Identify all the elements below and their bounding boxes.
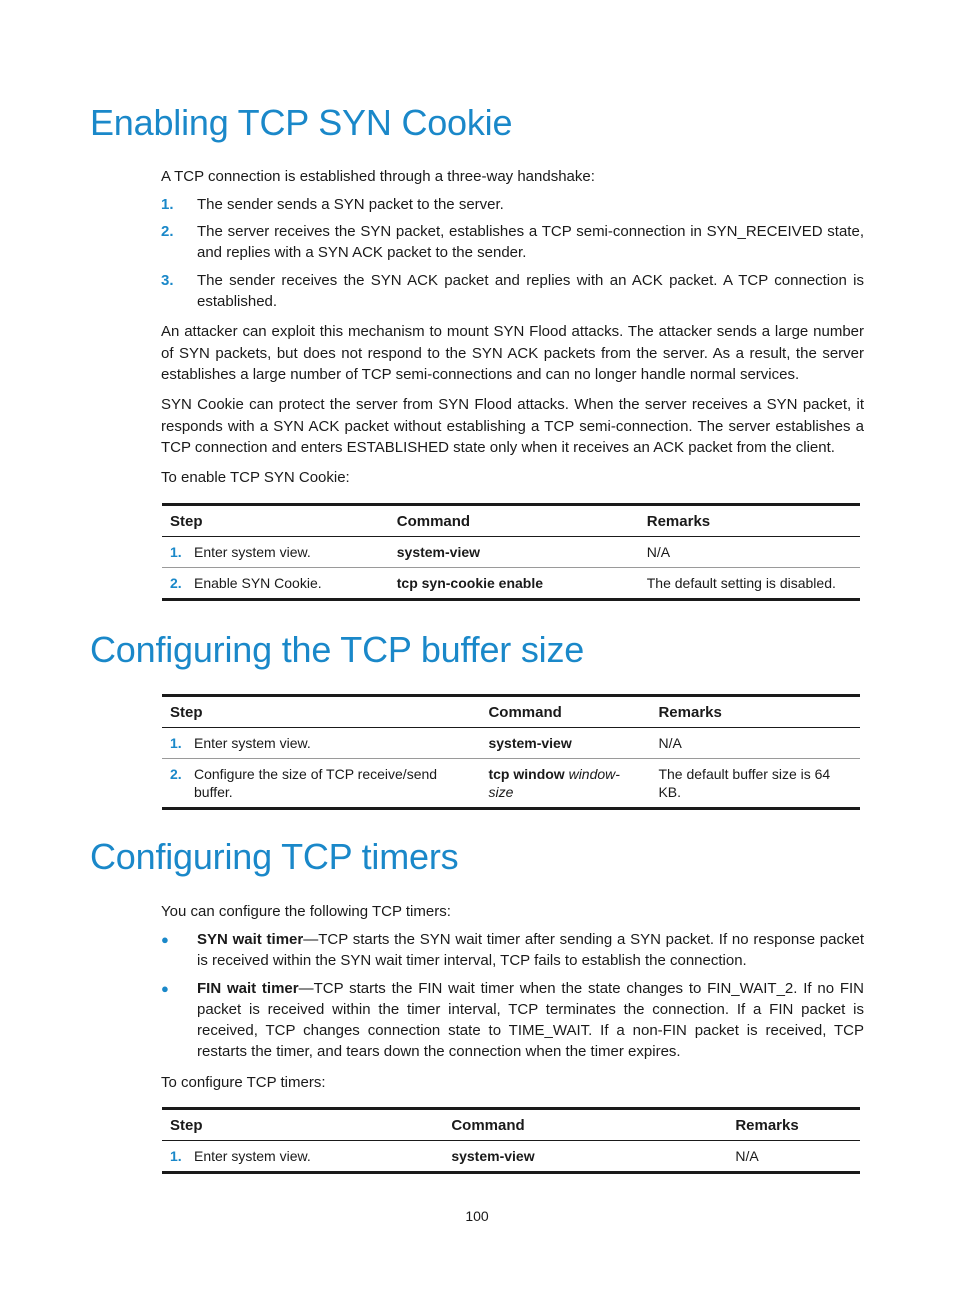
col-header-command: Command (480, 696, 650, 728)
step-description: Enable SYN Cookie. (186, 568, 389, 600)
remarks-cell: The default buffer size is 64 KB. (650, 759, 860, 809)
table-row (162, 759, 860, 809)
remarks-cell: N/A (727, 1141, 860, 1173)
step-description: Configure the size of TCP receive/send buffer. (186, 759, 480, 809)
command-cell (480, 728, 650, 759)
command-argument: window-size (488, 766, 620, 800)
list-item (161, 221, 864, 263)
remarks-cell: The default setting is disabled. (639, 568, 860, 600)
term: SYN wait timer (197, 931, 304, 948)
list-text: The sender sends a SYN packet to the server. (197, 196, 504, 213)
timers-intro: You can configure the following TCP timers: (161, 903, 451, 920)
command-keyword: tcp syn-cookie enable (396, 575, 544, 591)
bullet-icon: ● (161, 981, 169, 996)
step-number: 2. (162, 568, 186, 600)
table-row (162, 568, 860, 600)
list-number: 3. (161, 272, 174, 289)
remarks-cell: N/A (639, 537, 860, 568)
bullet-icon: ● (161, 932, 169, 947)
table-row (162, 728, 860, 759)
section-title-timers: Configuring TCP timers (90, 836, 459, 877)
command-keyword: system-view (488, 735, 572, 751)
step-number: 2. (162, 759, 186, 809)
section-title-syn-cookie: Enabling TCP SYN Cookie (90, 102, 513, 143)
list-text (197, 978, 864, 1062)
step-description: Enter system view. (186, 537, 389, 568)
command-cell (389, 568, 639, 600)
list-text: The server receives the SYN packet, establishes a TCP semi-connection in SYN_RECEIVED state, and replies with a SYN ACK packet to the sender. (197, 223, 864, 261)
step-number: 1. (162, 537, 186, 568)
col-header-step: Step (162, 1109, 443, 1141)
list-text (197, 929, 864, 971)
command-cell (389, 537, 639, 568)
list-item (161, 270, 864, 312)
list-item (161, 978, 864, 1062)
list-item (161, 194, 864, 215)
list-number: 2. (161, 223, 174, 240)
term: FIN wait timer (197, 980, 299, 997)
command-keyword: system-view (451, 1148, 535, 1164)
command-keyword: system-view (396, 544, 481, 560)
definition: —TCP starts the SYN wait timer after sending a SYN packet. If no response packet is received within the SYN wait timer interval, TCP fails to establish the connection. (197, 931, 864, 969)
syn-cookie-paragraph: SYN Cookie can protect the server from SYN Flood attacks. When the server receives a SYN packet, it responds with a SYN ACK packet without establishing a TCP semi-connection. The server establishes a TCP connection and enters ESTABLISHED state only when it receives an ACK packet from the client. (161, 396, 864, 456)
step-number: 1. (162, 728, 186, 759)
timers-table (162, 1107, 860, 1174)
col-header-remarks: Remarks (650, 696, 860, 728)
buffer-table (162, 694, 860, 810)
step-description: Enter system view. (186, 728, 480, 759)
command-keyword: tcp window (488, 766, 565, 782)
step-description: Enter system view. (186, 1141, 443, 1173)
list-number: 1. (161, 196, 174, 213)
col-header-remarks: Remarks (639, 505, 860, 537)
list-item (161, 929, 864, 971)
list-text: The sender receives the SYN ACK packet and replies with an ACK packet. A TCP connection is established. (197, 272, 864, 310)
col-header-remarks: Remarks (727, 1109, 860, 1141)
page-number: 100 (465, 1208, 489, 1224)
table-lead: To configure TCP timers: (161, 1074, 326, 1091)
syn-flood-paragraph: An attacker can exploit this mechanism to mount SYN Flood attacks. The attacker sends a large number of SYN packets, but does not respond to the SYN ACK packets from the server. As a result, the server establishes a large number of TCP semi-connections and can no longer handle normal services. (161, 323, 864, 383)
col-header-command: Command (389, 505, 639, 537)
syn-cookie-table (162, 503, 860, 601)
remarks-cell: N/A (650, 728, 860, 759)
table-row (162, 1141, 860, 1173)
table-lead: To enable TCP SYN Cookie: (161, 469, 350, 486)
command-cell (443, 1141, 727, 1173)
section-title-buffer: Configuring the TCP buffer size (90, 629, 585, 670)
step-number: 1. (162, 1141, 186, 1173)
handshake-intro: A TCP connection is established through a three-way handshake: (161, 168, 595, 185)
definition: —TCP starts the FIN wait timer when the state changes to FIN_WAIT_2. If no FIN packet is received within the timer interval, TCP terminates the connection. If a FIN packet is received, TCP changes connection state to TIME_WAIT. If a non-FIN packet is received, TCP restarts the timer, and tears down the connection when the timer expires. (197, 980, 864, 1060)
col-header-step: Step (162, 696, 480, 728)
col-header-command: Command (443, 1109, 727, 1141)
col-header-step: Step (162, 505, 389, 537)
command-cell (480, 759, 650, 809)
table-row (162, 537, 860, 568)
